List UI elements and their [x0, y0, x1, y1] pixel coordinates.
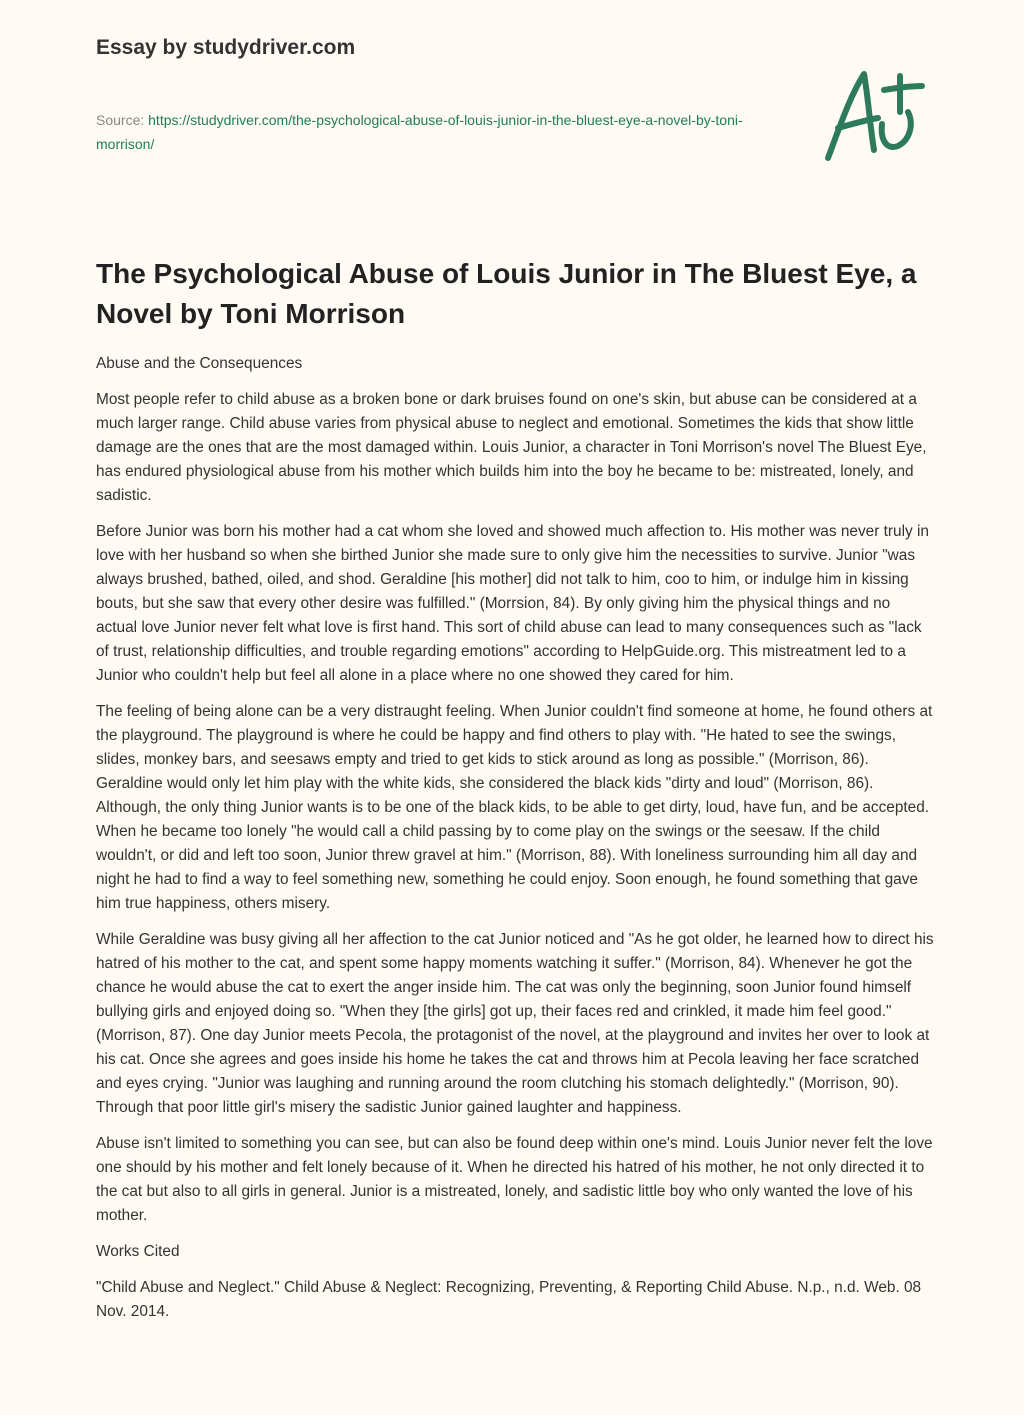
paragraph: The feeling of being alone can be a very distraught feeling. When Junior couldn't find someone at home, he found others at the playground. The playground is where he could be happy and find others to play with. "He hated to see the swings, slides, monkey bars, and seesaws empty and tried to get kids to stick around as long as possible." (Morrison, 86). Geraldine would only let him play with the white kids, she considered the black kids "dirty and loud" (Morrison, 86). Although, the only thing Junior wants is to be one of the black kids, to be able to get dirty, loud, have fun, and be accepted. When he became too lonely "he would call a child passing by to come play on the swings or the seesaw. If the child wouldn't, or did and left too soon, Junior threw gravel at him." (Morrison, 88). With loneliness surrounding him all day and night he had to find a way to feel something new, something he could enjoy. Soon enough, he found something that gave him true happiness, others misery.	[96, 703, 933, 912]
source-label: Source:	[96, 112, 145, 128]
site-title: Essay by studydriver.com	[96, 36, 356, 59]
paragraph: Most people refer to child abuse as a broken bone or dark bruises found on one's skin, but abuse can be considered at a much larger range. Child abuse varies from physical abuse to neglect and emotional. Sometimes the kids that show little damage are the ones that are the most damaged within. Louis Junior, a character in Toni Morrison's novel The Bluest Eye, has endured physiological abuse from his mother which builds him into the boy he became to be: mistreated, lonely, and sadistic.	[96, 391, 927, 504]
source-link[interactable]: https://studydriver.com/the-psychological-abuse-of-louis-junior-in-the-bluest-eye-a-novel-by-toni-morrison/	[96, 112, 743, 152]
paragraph: Abuse isn't limited to something you can see, but can also be found deep within one's mind. Louis Junior never felt the love one should by his mother and felt lonely because of it. When he directed his hatred of his mother, he not only directed it to the cat but also to all girls in general. Junior is a mistreated, lonely, and sadistic little boy who only wanted the love of his mother.	[96, 1135, 933, 1224]
a-plus-logo-icon	[820, 66, 930, 166]
paragraph: Before Junior was born his mother had a cat whom she loved and showed much affection to. His mother was never truly in love with her husband so when she birthed Junior she made sure to only give him the necessities to survive. Junior "was always brushed, bathed, oiled, and shod. Geraldine [his mother] did not talk to him, coo to him, or indulge him in kissing bouts, but she saw that every other desire was fulfilled." (Morrsion, 84). By only giving him the physical things and no actual love Junior never felt what love is first hand. This sort of child abuse can lead to many consequences such as "lack of trust, relationship difficulties, and trouble regarding emotions" according to HelpGuide.org. This mistreatment led to a Junior who couldn't help but feel all alone in a place where no one showed they cared for him.	[96, 523, 929, 684]
paragraph: While Geraldine was busy giving all her affection to the cat Junior noticed and "As he got older, he learned how to direct his hatred of his mother to the cat, and spent some happy moments watching it suffer." (Morrison, 84). Whenever he got the chance he would abuse the cat to exert the anger inside him. The cat was only the beginning, soon Junior found himself bullying girls and enjoyed doing so. "When they [the girls] got up, their faces red and crinkled, it made him feel good." (Morrison, 87). One day Junior meets Pecola, the protagonist of the novel, at the playground and invites her over to look at his cat. Once she agrees and goes inside his home he takes the cat and throws him at Pecola leaving her face scratched and eyes crying. "Junior was laughing and running around the room clutching his stomach delightedly." (Morrison, 90). Through that poor little girl's misery the sadistic Junior gained laughter and happiness.	[96, 931, 934, 1116]
essay-body	[96, 352, 934, 1336]
essay-subtitle: Abuse and the Consequences	[96, 355, 303, 372]
source-line	[96, 108, 776, 156]
citation: "Child Abuse and Neglect." Child Abuse & Neglect: Recognizing, Preventing, & Reporting Child Abuse. N.p., n.d. Web. 08 Nov. 2014.	[96, 1279, 922, 1320]
essay-title: The Psychological Abuse of Louis Junior in The Bluest Eye, a Novel by Toni Morrison	[96, 258, 917, 329]
works-cited-heading: Works Cited	[96, 1243, 180, 1260]
